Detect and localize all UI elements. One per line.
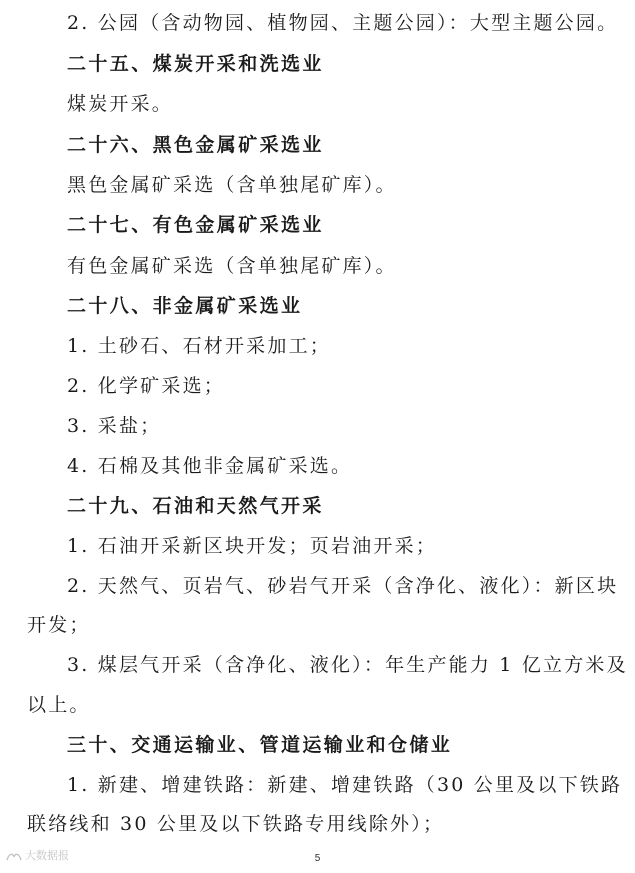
item-natural-gas: 2. 天然气、页岩气、砂岩气开采（含净化、液化）：新区块 [67, 575, 619, 597]
item-nonferrous-mining: 有色金属矿采选（含单独尾矿库）。 [67, 255, 397, 277]
item-chemical-ore: 2. 化学矿采选； [67, 375, 225, 397]
heading-oil-gas: 二十九、石油和天然气开采 [67, 495, 324, 517]
item-oil-extraction: 1. 石油开采新区块开发；页岩油开采； [67, 535, 437, 557]
item-natural-gas-cont: 开发； [27, 614, 91, 636]
item-asbestos: 4. 石棉及其他非金属矿采选。 [67, 455, 353, 477]
item-railway-cont: 联络线和 30 公里及以下铁路专用线除外）； [27, 813, 445, 835]
item-coalbed-gas: 3. 煤层气开采（含净化、液化）：年生产能力 1 亿立方米及 [67, 654, 628, 676]
item-railway: 1. 新建、增建铁路：新建、增建铁路（30 公里及以下铁路 [67, 774, 623, 796]
watermark-logo-icon [6, 851, 22, 862]
watermark [6, 848, 69, 864]
item-coal-mining: 煤炭开采。 [67, 93, 174, 115]
heading-ferrous-mining: 二十六、黑色金属矿采选业 [67, 134, 324, 156]
page-number: 5 [314, 853, 321, 864]
item-sand-stone: 1. 土砂石、石材开采加工； [67, 335, 331, 357]
item-park: 2. 公园（含动物园、植物园、主题公园）：大型主题公园。 [67, 12, 619, 34]
item-salt: 3. 采盐； [67, 415, 162, 437]
item-coalbed-gas-cont: 以上。 [27, 694, 91, 716]
heading-coal-mining: 二十五、煤炭开采和洗选业 [67, 53, 324, 75]
heading-transport: 三十、交通运输业、管道运输业和仓储业 [67, 734, 453, 756]
heading-nonmetal-mining: 二十八、非金属矿采选业 [67, 295, 303, 317]
watermark-text: 大数据报 [25, 849, 69, 862]
heading-nonferrous-mining: 二十七、有色金属矿采选业 [67, 214, 324, 236]
item-ferrous-mining: 黑色金属矿采选（含单独尾矿库）。 [67, 174, 397, 196]
